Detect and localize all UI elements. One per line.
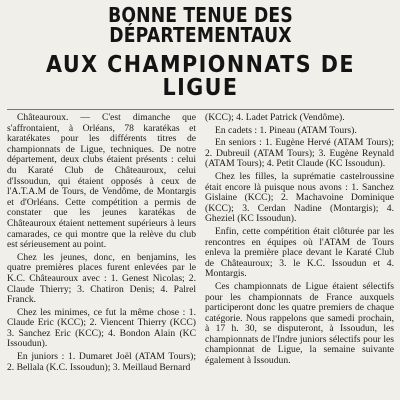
paragraph: Ces championnats de Ligue étaient sélectifs pour les championnats de France auxquels participeront donc les quatre premiers de chaque catégorie. Nous rappelons que samedi prochain, à 17 h. 30, se disputeront, à Issoudun, les championnats de l'Indre juniors sélectifs pour les championnat de Ligue, la semaine suivante également à Issoudun. — [205, 280, 394, 367]
headline-line-1: BONNE TENUE DES DÉPARTEMENTAUX — [108, 3, 293, 47]
paragraph: (KCC); 4. Ladet Patrick (Vendôme). — [205, 112, 345, 123]
paragraph: Chez les jeunes, donc, en benjamins, les quatre premières places furent enlevées par le K.C. Châteauroux avec : 1. Genest Nicolas; 2. Claude Thierry; 3. Chatiron Denis; 4. Palrel Franck. — [7, 251, 196, 306]
paragraph: En cadets : 1. Pineau (ATAM Tours). — [215, 124, 357, 136]
paragraph: En juniors : 1. Dumaret Joël (ATAM Tours); 2. Bellala (K.C. Issoudun); 3. Meillaud Bernard — [7, 351, 196, 373]
article-body — [7, 113, 394, 375]
headline-rule — [7, 109, 394, 110]
column-right — [205, 113, 394, 375]
paragraph: Châteauroux. — C'est dimanche que s'affrontaient, à Orléans, 78 karatékas et karatékates pour les différents titres de championnats de Ligue, techniques. De notre département, deux clubs étaient présents : celui du Karaté Club de Châteauroux, celui d'Issoudun, qui étaient opposés à ceux de l'A.T.A.M de Tours, de Vendôme, de Montargis et d'Orléans. Cette compétition a permis de constater que les jeunes karatékas de Châteauroux étaient nettement supérieurs à leurs camarades, ce qui montre que la relève du club est sérieusement au point. — [7, 112, 196, 251]
column-left — [7, 113, 196, 375]
paragraph: En seniors : 1. Eugène Hervé (ATAM Tours); 2. Dubreuil (ATAM Tours); 3. Eugène Reynald (ATAM Tours); 4. Petit Claude (KC Issoudun). — [205, 137, 394, 170]
paragraph: Chez les filles, la suprématie castelroussine était encore là puisque nous avons : 1. Sanchez Gislaine (KCC); 2. Machavoine Dominique (KCC); 3. Cerdan Nadine (Montargis); 4. Gheziel (KC Issoudun). — [205, 170, 394, 225]
paragraph: Enfin, cette compétition était clôturée par les rencontres en équipes où l'ATAM de Tours enleva la première place devant le Karaté Club de Châteauroux; 3. le K.C. Issoudun et 4. Montargis. — [205, 225, 394, 280]
headline-line-2: AUX CHAMPIONNATS DE LIGUE — [46, 52, 355, 101]
paragraph: Chez les minimes, ce fut la même chose : 1. Claude Eric (KCC); 2. Viencent Thierry (KCC) 3. Sanchez Eric (KCC); 4. Bondon Alain (KC Issoudun). — [7, 306, 196, 350]
